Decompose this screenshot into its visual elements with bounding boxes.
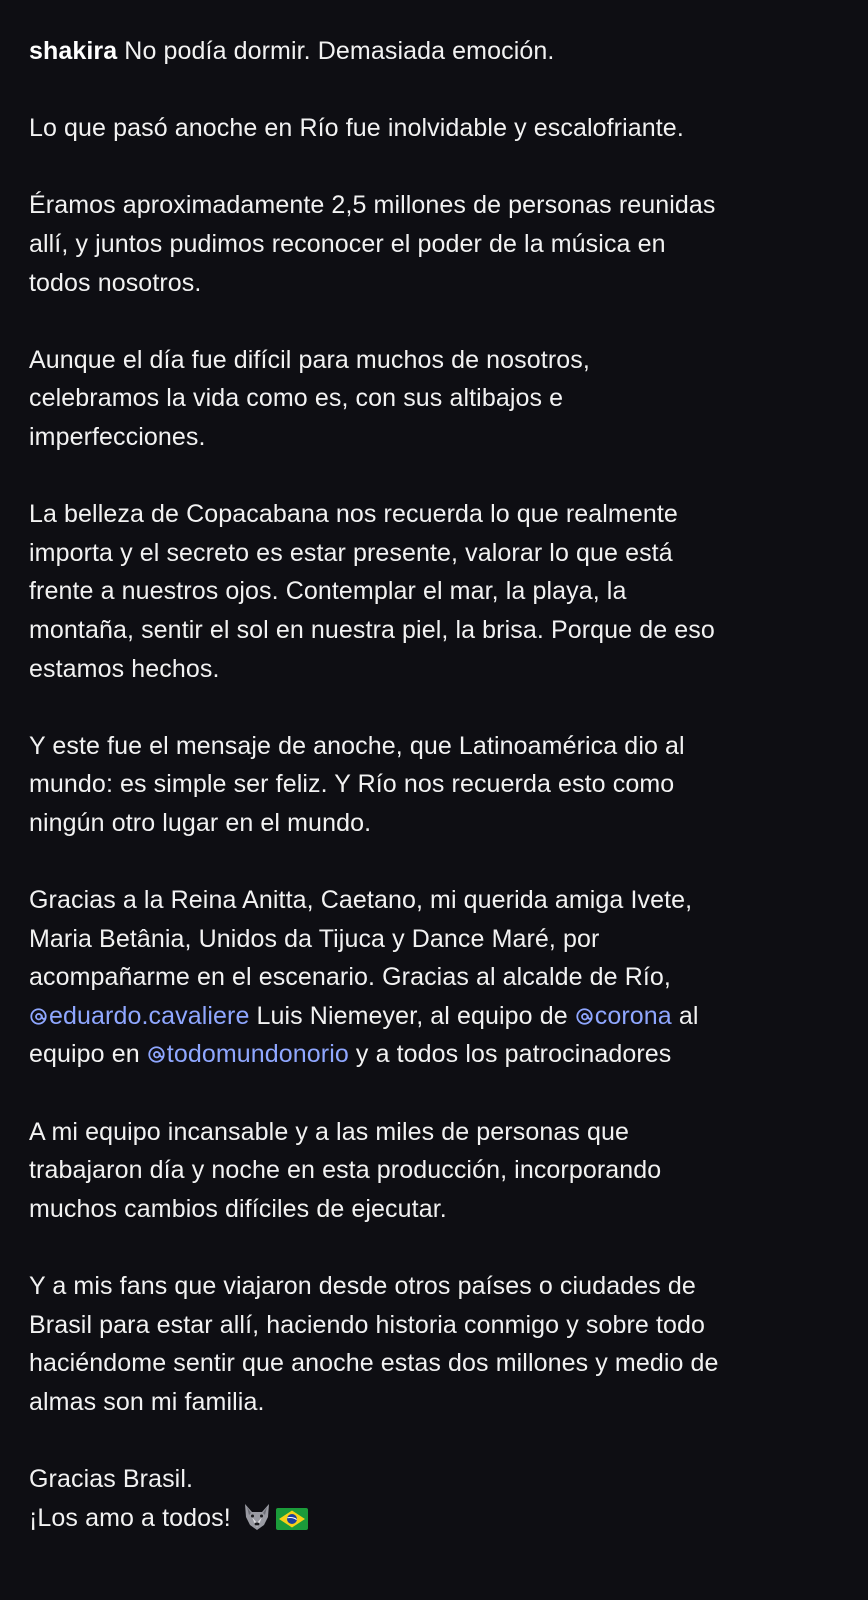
threads-at-icon <box>29 1007 48 1026</box>
caption-line: imperfecciones. <box>29 422 206 451</box>
threads-at-icon <box>147 1045 166 1064</box>
wolf-icon <box>242 1503 272 1531</box>
caption-paragraph-2 <box>29 109 849 148</box>
caption-line: ningún otro lugar en el mundo. <box>29 808 372 837</box>
caption-line: Brasil para estar allí, haciendo historia conmigo y sobre todo <box>29 1310 705 1339</box>
caption-line: allí, y juntos pudimos reconocer el poder de la música en <box>29 229 666 258</box>
caption-line: Aunque el día fue difícil para muchos de nosotros, <box>29 345 590 374</box>
caption-line <box>29 32 849 71</box>
caption-text: No podía dormir. Demasiada emoción. <box>117 37 555 65</box>
mention-eduardo-cavaliere[interactable] <box>29 1002 249 1030</box>
caption-paragraph-8 <box>29 1113 849 1229</box>
caption-paragraph-6 <box>29 727 849 843</box>
caption-line: Y este fue el mensaje de anoche, que Latinoamérica dio al <box>29 731 685 760</box>
mention-text: todomundonorio <box>166 1040 349 1069</box>
caption-line: Maria Betânia, Unidos da Tijuca y Dance Maré, por <box>29 924 600 953</box>
caption-line: celebramos la vida como es, con sus altibajos e <box>29 384 564 413</box>
mention-corona[interactable] <box>575 1002 672 1030</box>
caption-paragraph-5 <box>29 495 849 688</box>
caption-paragraph-7 <box>29 881 849 1074</box>
caption-line: acompañarme en el escenario. Gracias al alcalde de Río, <box>29 963 671 992</box>
caption-line: La belleza de Copacabana nos recuerda lo que realmente <box>29 500 678 529</box>
post-caption <box>29 32 849 1537</box>
caption-line: estamos hechos. <box>29 654 220 683</box>
caption-paragraph-4 <box>29 341 849 457</box>
mention-text: eduardo.cavaliere <box>49 1001 250 1030</box>
mention-text: corona <box>594 1001 672 1030</box>
caption-line <box>29 1035 849 1074</box>
caption-line: Y a mis fans que viajaron desde otros países o ciudades de <box>29 1272 696 1300</box>
caption-text: ¡Los amo a todos! <box>29 1503 238 1532</box>
caption-line <box>29 1499 849 1538</box>
caption-paragraph-9 <box>29 1267 849 1421</box>
caption-line: montaña, sentir el sol en nuestra piel, la brisa. Porque de eso <box>29 615 715 644</box>
caption-line: muchos cambios difíciles de ejecutar. <box>29 1194 447 1223</box>
caption-line: Gracias Brasil. <box>29 1464 194 1493</box>
caption-paragraph-1 <box>29 32 849 71</box>
caption-text: al <box>671 1001 699 1030</box>
caption-line: haciéndome sentir que anoche estas dos millones y medio de <box>29 1349 719 1378</box>
mention-todomundonorio[interactable] <box>147 1040 349 1068</box>
caption-paragraph-10 <box>29 1460 849 1537</box>
threads-at-icon <box>575 1007 594 1026</box>
caption-paragraph-3 <box>29 186 849 302</box>
username-link[interactable]: shakira <box>29 37 118 65</box>
caption-line: frente a nuestros ojos. Contemplar el mar, la playa, la <box>29 577 627 606</box>
caption-line: trabajaron día y noche en esta producción, incorporando <box>29 1156 662 1185</box>
caption-text: Luis Niemeyer, al equipo de <box>249 1001 575 1030</box>
caption-text: y a todos los patrocinadores <box>348 1040 672 1069</box>
caption-line: mundo: es simple ser feliz. Y Río nos recuerda esto como <box>29 770 675 799</box>
caption-line: Éramos aproximadamente 2,5 millones de personas reunidas <box>29 191 716 220</box>
caption-line: Gracias a la Reina Anitta, Caetano, mi querida amiga Ivete, <box>29 886 693 915</box>
brazil-flag-icon <box>276 1507 308 1531</box>
caption-line <box>29 997 849 1036</box>
caption-line: todos nosotros. <box>29 268 202 297</box>
caption-line: importa y el secreto es estar presente, valorar lo que está <box>29 538 673 567</box>
caption-line: almas son mi familia. <box>29 1387 265 1416</box>
caption-line: Lo que pasó anoche en Río fue inolvidable y escalofriante. <box>29 114 684 143</box>
caption-text: equipo en <box>29 1040 147 1069</box>
caption-line: A mi equipo incansable y a las miles de personas que <box>29 1117 629 1146</box>
